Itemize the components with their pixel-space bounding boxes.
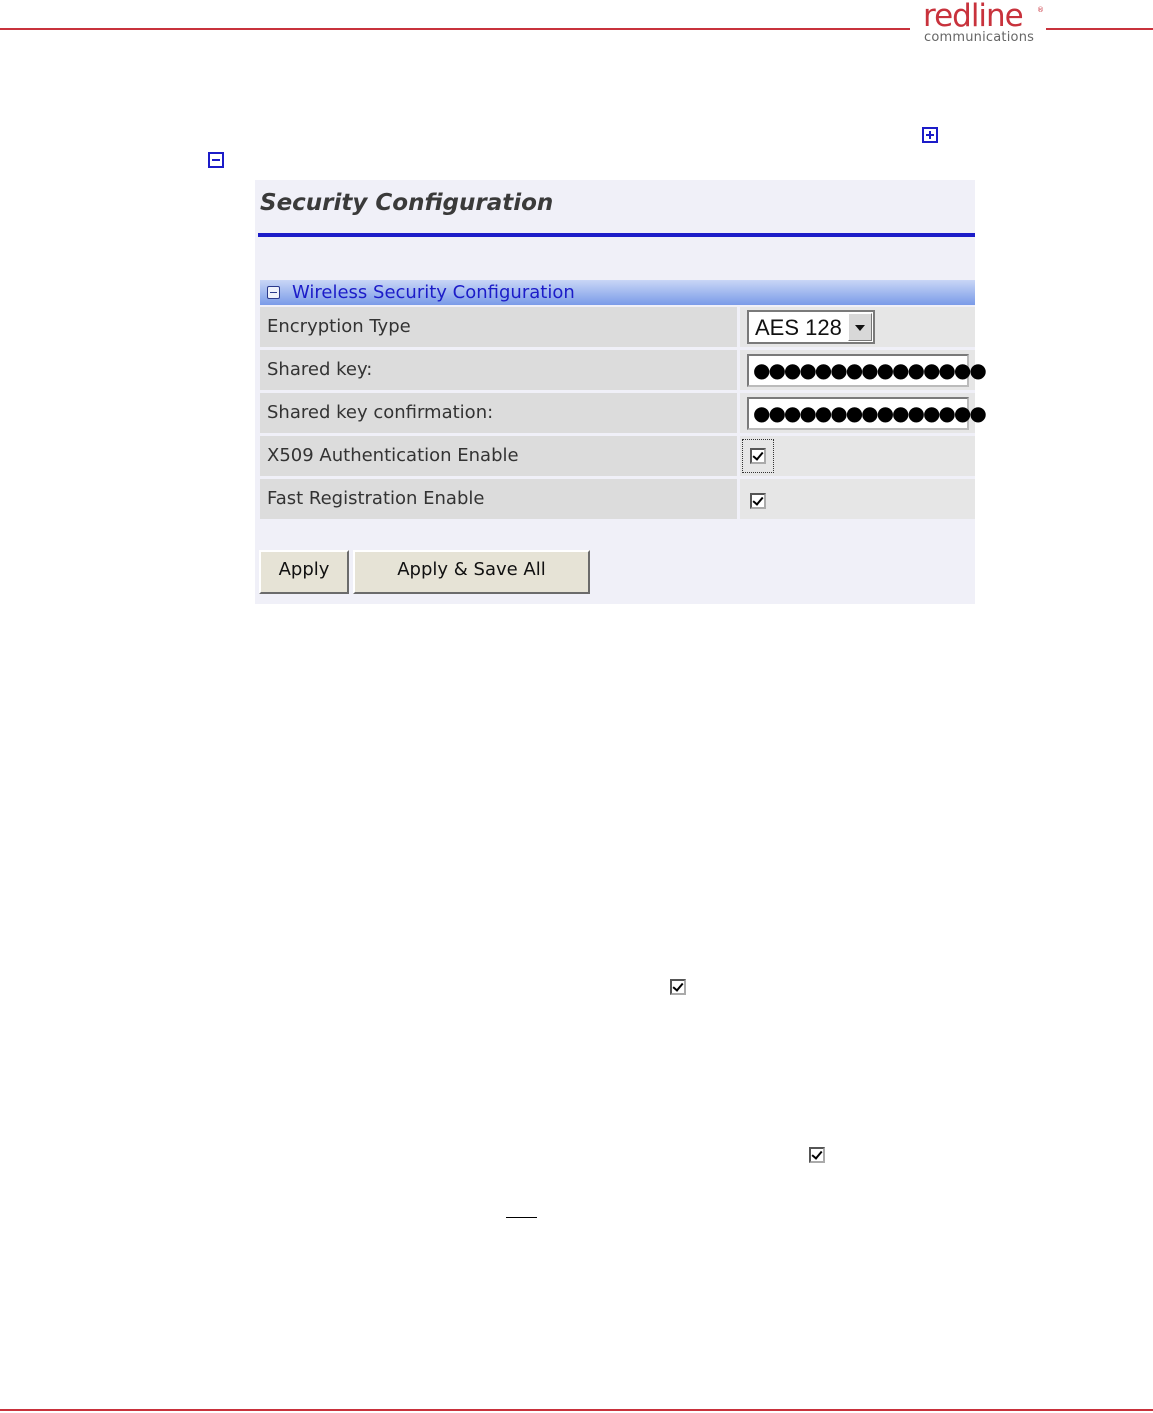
shared-key-confirmation-masked-value: ●●●●●●●●●●●●●●●: [753, 401, 985, 425]
shared-key-masked-value: ●●●●●●●●●●●●●●●: [753, 358, 985, 382]
shared-key-confirmation-label: Shared key confirmation:: [267, 402, 494, 423]
checkmark-icon: [672, 980, 683, 992]
shared-key-confirmation-input[interactable]: [747, 397, 985, 430]
shared-key-input[interactable]: [747, 354, 985, 387]
header-rule-left: [0, 28, 910, 30]
encryption-type-select[interactable]: [747, 310, 875, 344]
apply-save-all-button[interactable]: Apply & Save All: [353, 550, 590, 594]
shared-key-label: Shared key:: [267, 359, 373, 380]
logo-registered-mark: ®: [1037, 6, 1044, 14]
checkmark-icon: [752, 494, 763, 506]
x509-authentication-checkbox[interactable]: [750, 448, 766, 464]
form-row-fast-registration: [260, 479, 975, 519]
logo-wordmark: redline: [923, 0, 1023, 34]
checkmark-icon: [752, 449, 763, 461]
collapse-icon[interactable]: [267, 286, 280, 299]
inline-checkbox-icon: [809, 1147, 825, 1163]
inline-checkbox-icon: [670, 979, 686, 995]
redline-logo: [921, 0, 1043, 50]
fast-registration-checkbox[interactable]: [750, 493, 766, 509]
underline-mark: [506, 1217, 537, 1218]
encryption-type-label: Encryption Type: [267, 316, 411, 337]
footer-rule: [0, 1409, 1153, 1411]
security-configuration-panel: [255, 180, 985, 604]
encryption-type-value: AES 128: [755, 315, 842, 340]
apply-button[interactable]: Apply: [259, 550, 349, 594]
fast-registration-label: Fast Registration Enable: [267, 488, 485, 509]
form-row-x509-authentication: [260, 436, 975, 476]
section-header-wireless-security[interactable]: [260, 280, 975, 305]
minus-box-icon: [208, 152, 224, 168]
form-row-shared-key: [260, 350, 985, 390]
logo-subtitle: communications: [924, 30, 1035, 45]
form-row-shared-key-confirmation: [260, 393, 985, 433]
page-title: Security Configuration: [260, 190, 554, 216]
dropdown-arrow-icon[interactable]: [848, 313, 872, 341]
title-rule: [258, 233, 975, 237]
form-row-encryption-type: [260, 307, 975, 347]
x509-authentication-label: X509 Authentication Enable: [267, 445, 519, 466]
checkmark-icon: [811, 1148, 822, 1160]
section-title: Wireless Security Configuration: [292, 282, 575, 303]
header-rule-right: [1046, 28, 1153, 30]
plus-box-icon: [922, 127, 938, 143]
